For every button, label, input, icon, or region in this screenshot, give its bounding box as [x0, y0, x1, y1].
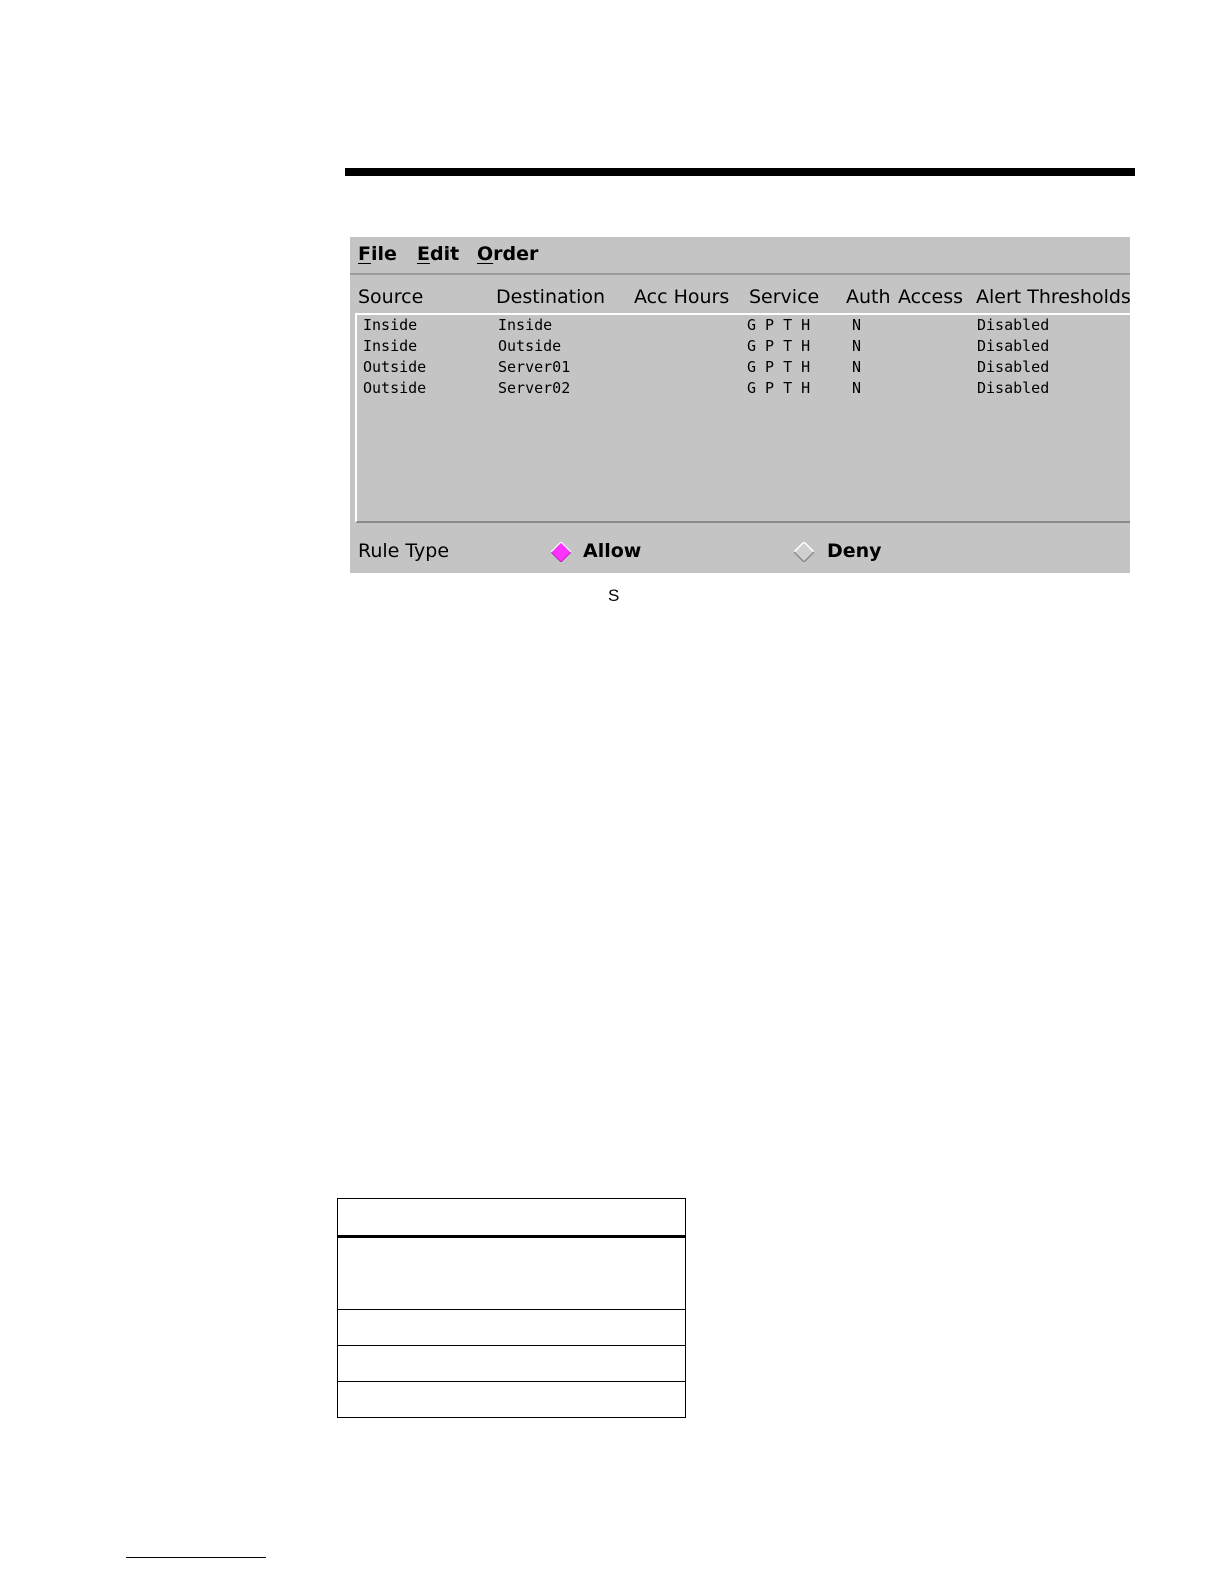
diamond-filled-icon[interactable]	[551, 542, 571, 562]
menu-edit-label: dit	[429, 243, 460, 265]
rule-service: G P T H	[747, 358, 811, 376]
empty-table	[337, 1198, 686, 1418]
rule-auth: N	[852, 358, 862, 376]
rule-row[interactable]	[357, 336, 1130, 357]
rule-destination: Server01	[498, 358, 571, 376]
column-header-auth: Auth	[846, 286, 891, 308]
footnote-rule	[126, 1557, 266, 1558]
menu-edit[interactable]	[417, 243, 459, 265]
rules-list[interactable]	[355, 313, 1130, 523]
deny-option-label[interactable]: Deny	[827, 540, 882, 562]
allow-option-label[interactable]: Allow	[583, 540, 642, 562]
rule-row[interactable]	[357, 357, 1130, 378]
rule-service: G P T H	[747, 337, 811, 355]
rule-editor-window	[350, 237, 1130, 573]
rule-alert-thresholds: Disabled	[977, 316, 1050, 334]
stray-text: S	[608, 586, 620, 605]
menu-order-label: rder	[493, 243, 539, 265]
table-cell	[338, 1237, 686, 1310]
rule-auth: N	[852, 316, 862, 334]
page-top-rule	[345, 168, 1135, 176]
column-header-service: Service	[749, 286, 820, 308]
rule-service: G P T H	[747, 316, 811, 334]
column-header-alert-thresholds: Alert Thresholds	[976, 286, 1131, 308]
rule-service: G P T H	[747, 379, 811, 397]
rule-source: Inside	[363, 337, 418, 355]
column-header-access: Access	[898, 286, 964, 308]
rule-destination: Outside	[498, 337, 562, 355]
rule-source: Inside	[363, 316, 418, 334]
rule-row[interactable]	[357, 378, 1130, 399]
rule-type-label: Rule Type	[358, 540, 450, 562]
table-cell	[338, 1382, 686, 1418]
column-header-destination: Destination	[496, 286, 606, 308]
menu-order[interactable]	[477, 243, 538, 265]
rule-auth: N	[852, 337, 862, 355]
table-cell	[338, 1310, 686, 1346]
table-cell	[338, 1346, 686, 1382]
menu-bar	[350, 237, 1130, 275]
column-header-source: Source	[358, 286, 424, 308]
rule-destination: Inside	[498, 316, 553, 334]
diamond-empty-icon[interactable]	[794, 542, 814, 562]
table-cell	[338, 1199, 686, 1237]
menu-file-mnemonic: F	[358, 243, 371, 265]
rule-source: Outside	[363, 379, 427, 397]
menu-order-mnemonic: O	[477, 243, 494, 265]
rule-alert-thresholds: Disabled	[977, 379, 1050, 397]
rule-auth: N	[852, 379, 862, 397]
menu-file[interactable]	[358, 243, 397, 265]
menu-file-label: ile	[370, 243, 397, 265]
rule-alert-thresholds: Disabled	[977, 337, 1050, 355]
rule-alert-thresholds: Disabled	[977, 358, 1050, 376]
rule-row[interactable]	[357, 315, 1130, 336]
rule-destination: Server02	[498, 379, 571, 397]
column-header-acc-hours: Acc Hours	[634, 286, 730, 308]
rule-source: Outside	[363, 358, 427, 376]
menu-edit-mnemonic: E	[417, 243, 430, 265]
